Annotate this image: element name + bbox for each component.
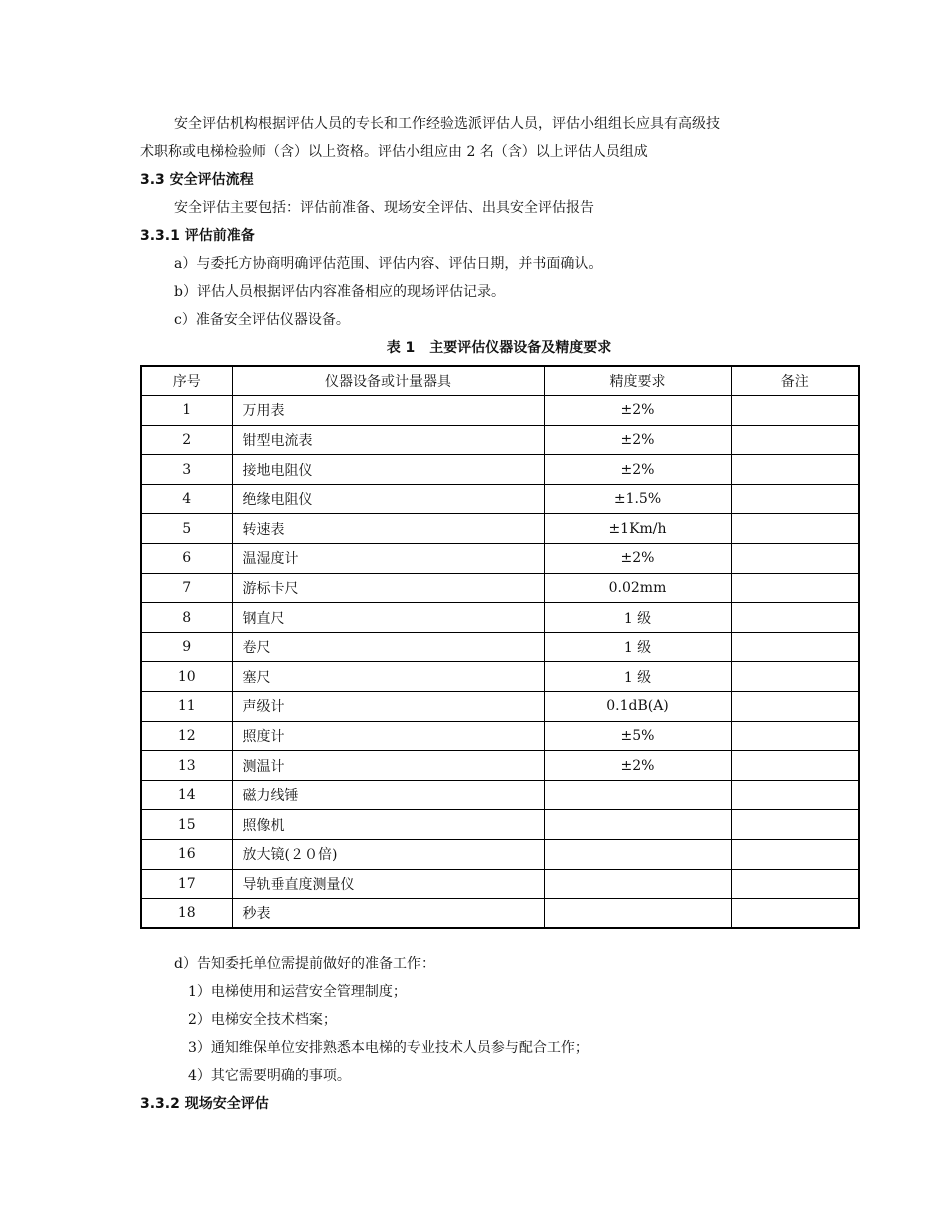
cell-index: 2 [141,425,232,455]
cell-index: 8 [141,603,232,633]
table-row [141,603,859,633]
cell-remarks [731,751,859,781]
cell-remarks [731,514,859,544]
cell-index: 9 [141,632,232,662]
list-item-b: b）评估人员根据评估内容准备相应的现场评估记录。 [174,284,505,300]
cell-index: 17 [141,869,232,899]
table-row [141,780,859,810]
cell-index: 14 [141,780,232,810]
cell-precision [544,869,731,899]
instrument-table [140,365,860,929]
cell-remarks [731,455,859,485]
cell-remarks [731,840,859,870]
table-row [141,544,859,574]
cell-index: 1 [141,396,232,426]
cell-index: 13 [141,751,232,781]
cell-remarks [731,573,859,603]
subitem-3: 3）通知维保单位安排熟悉本电梯的专业技术人员参与配合工作； [188,1040,589,1056]
cell-remarks [731,544,859,574]
table-row [141,632,859,662]
cell-instrument: 钢直尺 [232,603,544,633]
cell-index: 16 [141,840,232,870]
cell-index: 10 [141,662,232,692]
cell-precision: ±2% [544,396,731,426]
list-item-c: c）准备安全评估仪器设备。 [174,312,350,328]
table-header-row [141,366,859,396]
cell-index: 11 [141,692,232,722]
cell-instrument: 卷尺 [232,632,544,662]
section-3-3-body: 安全评估主要包括：评估前准备、现场安全评估、出具安全评估报告 [174,200,594,216]
subitem-2: 2）电梯安全技术档案； [188,1012,337,1028]
cell-precision: 1 级 [544,662,731,692]
cell-precision: ±2% [544,544,731,574]
intro-paragraph-line-2: 术职称或电梯检验师（含）以上资格。评估小组应由 2 名（含）以上评估人员组成 [140,144,648,160]
cell-remarks [731,662,859,692]
cell-remarks [731,632,859,662]
cell-instrument: 游标卡尺 [232,573,544,603]
table-row [141,514,859,544]
section-3-3-2-heading: 3.3.2 现场安全评估 [140,1096,269,1112]
table-row [141,899,859,929]
cell-index: 3 [141,455,232,485]
cell-instrument: 放大镜(２０倍) [232,840,544,870]
list-item-d: d）告知委托单位需提前做好的准备工作： [174,956,435,972]
section-3-3-1-heading: 3.3.1 评估前准备 [140,228,255,244]
table-row [141,721,859,751]
table-row [141,692,859,722]
cell-remarks [731,899,859,929]
header-remarks: 备注 [731,366,859,396]
cell-precision: 1 级 [544,632,731,662]
cell-remarks [731,603,859,633]
cell-precision: 1 级 [544,603,731,633]
cell-index: 7 [141,573,232,603]
cell-remarks [731,396,859,426]
cell-instrument: 钳型电流表 [232,425,544,455]
cell-instrument: 磁力线锤 [232,780,544,810]
cell-index: 4 [141,484,232,514]
table-row [141,840,859,870]
cell-precision: ±2% [544,751,731,781]
cell-remarks [731,810,859,840]
cell-instrument: 测温计 [232,751,544,781]
cell-index: 6 [141,544,232,574]
cell-remarks [731,425,859,455]
cell-instrument: 绝缘电阻仪 [232,484,544,514]
intro-paragraph-line-1: 安全评估机构根据评估人员的专长和工作经验选派评估人员，评估小组组长应具有高级技 [174,116,720,132]
cell-index: 12 [141,721,232,751]
table-row [141,396,859,426]
table-row [141,573,859,603]
cell-instrument: 转速表 [232,514,544,544]
cell-precision: 0.1dB(A) [544,692,731,722]
subitem-4: 4）其它需要明确的事项。 [188,1068,351,1084]
cell-remarks [731,484,859,514]
cell-remarks [731,692,859,722]
cell-precision: 0.02mm [544,573,731,603]
cell-index: 18 [141,899,232,929]
cell-precision [544,810,731,840]
cell-instrument: 温湿度计 [232,544,544,574]
cell-remarks [731,721,859,751]
cell-instrument: 照像机 [232,810,544,840]
table-row [141,751,859,781]
cell-instrument: 塞尺 [232,662,544,692]
cell-instrument: 照度计 [232,721,544,751]
section-3-3-heading: 3.3 安全评估流程 [140,172,254,188]
cell-precision [544,840,731,870]
header-instrument: 仪器设备或计量器具 [232,366,544,396]
table-row [141,425,859,455]
table-row [141,662,859,692]
cell-precision: ±2% [544,455,731,485]
cell-precision: ±2% [544,425,731,455]
cell-precision: ±1.5% [544,484,731,514]
cell-precision: ±5% [544,721,731,751]
table-row [141,810,859,840]
cell-instrument: 声级计 [232,692,544,722]
header-precision: 精度要求 [544,366,731,396]
list-item-a: a）与委托方协商明确评估范围、评估内容、评估日期，并书面确认。 [174,256,603,272]
cell-precision: ±1Km/h [544,514,731,544]
subitem-1: 1）电梯使用和运营安全管理制度； [188,984,407,1000]
header-index: 序号 [141,366,232,396]
cell-remarks [731,869,859,899]
cell-remarks [731,780,859,810]
table-row [141,484,859,514]
cell-index: 5 [141,514,232,544]
cell-index: 15 [141,810,232,840]
table-row [141,455,859,485]
cell-precision [544,780,731,810]
cell-precision [544,899,731,929]
cell-instrument: 万用表 [232,396,544,426]
cell-instrument: 接地电阻仪 [232,455,544,485]
cell-instrument: 导轨垂直度测量仪 [232,869,544,899]
table-caption: 表 1 主要评估仪器设备及精度要求 [386,340,612,356]
table-row [141,869,859,899]
cell-instrument: 秒表 [232,899,544,929]
